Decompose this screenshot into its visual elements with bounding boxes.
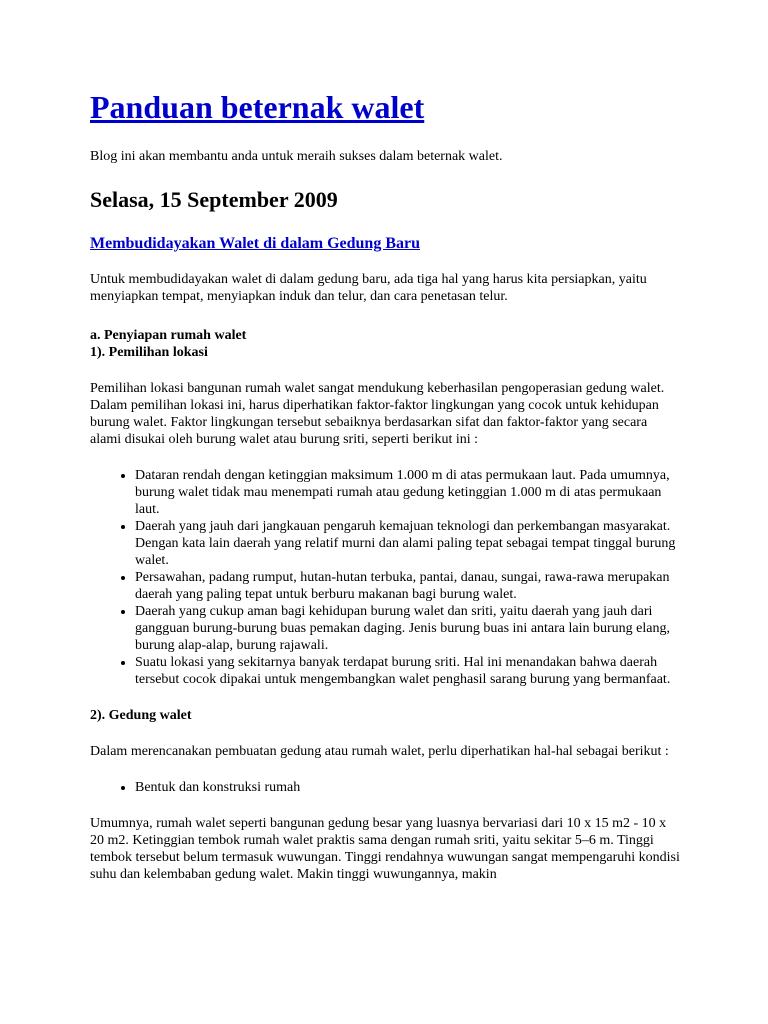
post-title [90, 234, 680, 254]
paragraph-lokasi: Pemilihan lokasi bangunan rumah walet sangat mendukung keberhasilan pengoperasian gedung walet. Dalam pemilihan lokasi ini, harus diperhatikan faktor-faktor lingkungan yang cocok untuk kehidupan burung walet. Faktor lingkungan tersebut sebaiknya berdasarkan sifat dan faktor-faktor yang secara alami disukai oleh burung walet atau burung sriti, seperti berikut ini : [90, 381, 665, 447]
blog-title [90, 88, 680, 126]
paragraph-umumnya: Umumnya, rumah walet seperti bangunan gedung besar yang luasnya bervariasi dari 10 x 15 m2 - 10 x 20 m2. Ketinggian tembok rumah walet praktis sama dengan rumah sriti, yaitu sekitar 5–6 m. Tinggi tembok tersebut belum termasuk wuwungan. Tinggi rendahnya wuwungan sangat mempengaruhi kondisi suhu dan kelembaban gedung walet. Makin tinggi wuwungannya, makin [90, 816, 680, 882]
list-item: • Dataran rendah dengan ketinggian maksimum 1.000 m di atas permukaan laut. Pada umumnya, burung walet tidak mau menempati rumah atau gedung ketinggian 1.000 m di atas permukaan laut. [135, 467, 680, 518]
date-header: Selasa, 15 September 2009 [90, 187, 338, 212]
lokasi-list [90, 467, 680, 688]
post-body [90, 271, 680, 883]
post-intro: Untuk membudidayakan walet di dalam gedung baru, ada tiga hal yang harus kita persiapkan, yaitu menyiapkan tempat, menyiapkan induk dan telur, dan cara penetasan telur. [90, 272, 647, 304]
post-title-link[interactable]: Membudidayakan Walet di dalam Gedung Baru [90, 235, 420, 252]
section-heading-1: 1). Pemilihan lokasi [90, 345, 208, 360]
gedung-list [90, 779, 680, 796]
blog-description: Blog ini akan membantu anda untuk meraih sukses dalam beternak walet. [90, 149, 503, 164]
list-item: • Daerah yang cukup aman bagi kehidupan burung walet dan sriti, yaitu daerah yang jauh dari gangguan burung-burung buas pemakan daging. Jenis burung buas ini antara lain burung elang, burung alap-alap, burung rajawali. [135, 603, 680, 654]
paragraph-gedung: Dalam merencanakan pembuatan gedung atau rumah walet, perlu diperhatikan hal-hal sebagai berikut : [90, 744, 669, 759]
list-item: • Bentuk dan konstruksi rumah [135, 779, 680, 796]
list-item: • Persawahan, padang rumput, hutan-hutan terbuka, pantai, danau, sungai, rawa-rawa merupakan daerah yang paling tepat untuk berburu makanan bagi burung walet. [135, 569, 680, 603]
section-heading-2: 2). Gedung walet [90, 708, 192, 723]
blog-title-link[interactable]: Panduan beternak walet [90, 89, 425, 125]
list-item: • Suatu lokasi yang sekitarnya banyak terdapat burung sriti. Hal ini menandakan bahwa daerah tersebut cocok dipakai untuk mengembangkan walet penghasil sarang burung yang bermanfaat. [135, 654, 680, 688]
list-item: • Daerah yang jauh dari jangkauan pengaruh kemajuan teknologi dan perkembangan masyarakat. Dengan kata lain daerah yang relatif murni dan alami paling tepat sebagai tempat tinggal burung walet. [135, 518, 680, 569]
section-heading-a: a. Penyiapan rumah walet [90, 328, 247, 343]
